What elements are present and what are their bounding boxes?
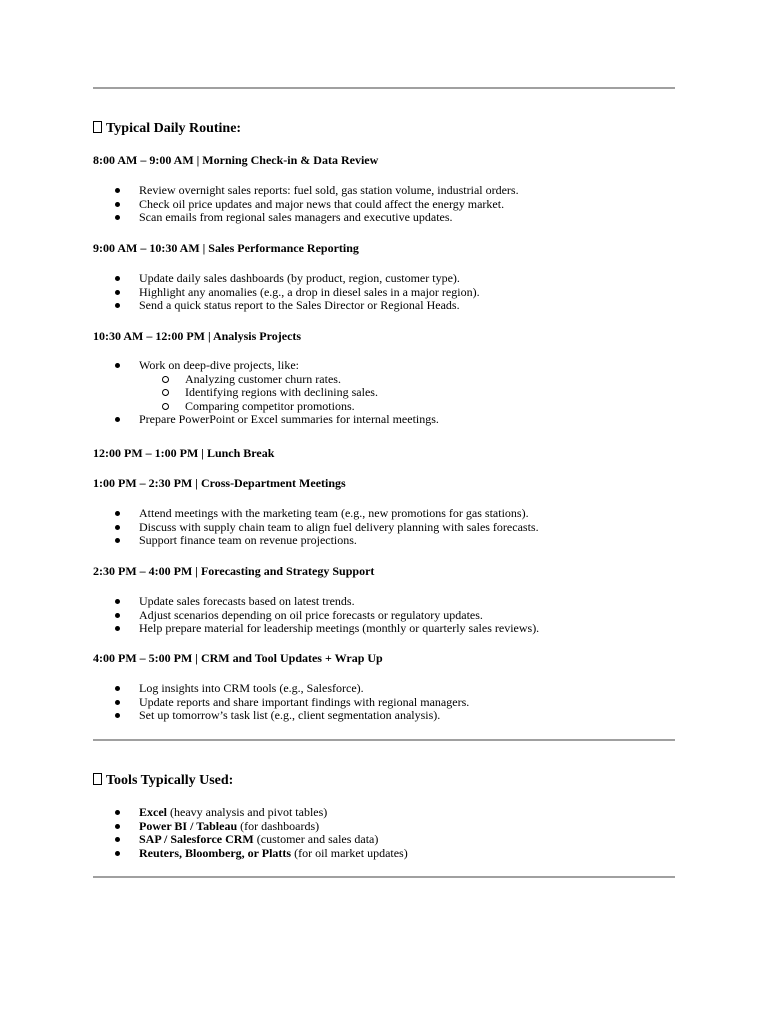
list-item-text: Log insights into CRM tools (e.g., Salesforce). — [139, 681, 364, 695]
horizontal-rule — [93, 876, 675, 878]
bullet-icon — [115, 276, 120, 281]
bullet-icon — [115, 290, 120, 295]
list-item-text: Update reports and share important findings with regional managers. — [139, 694, 470, 709]
section-title: 2:30 PM – 4:00 PM | Forecasting and Strategy Support — [93, 564, 375, 578]
bullet-icon — [115, 686, 120, 691]
list-item — [0, 359, 439, 413]
list-item — [0, 507, 539, 521]
horizontal-rule — [93, 739, 675, 741]
list-item-text: Scan emails from regional sales managers and executive updates. — [139, 210, 453, 225]
list-item — [0, 595, 539, 609]
bullet-icon — [115, 538, 120, 543]
sub-list-item-text: Analyzing customer churn rates. — [185, 371, 341, 386]
tool-note: (for oil market updates) — [291, 845, 408, 860]
circle-bullet-icon — [162, 389, 169, 396]
tool-note: (customer and sales data) — [253, 832, 379, 847]
sub-list-item-text: Identifying regions with declining sales. — [185, 385, 378, 400]
sub-list-item — [139, 400, 439, 414]
list-item-text: Set up tomorrow’s task list (e.g., client segmentation analysis). — [139, 708, 441, 723]
list-item-text: Review overnight sales reports: fuel sold, gas station volume, industrial orders. — [139, 183, 519, 197]
list-item-text: Help prepare material for leadership meetings (monthly or quarterly sales reviews). — [139, 621, 540, 636]
bullet-icon — [115, 417, 120, 422]
tool-name: Excel — [139, 805, 167, 819]
list-item-text: Attend meetings with the marketing team (e.g., new promotions for gas stations). — [139, 506, 529, 520]
list-item-text: Check oil price updates and major news that could affect the energy market. — [139, 196, 505, 211]
bullet-icon — [115, 525, 120, 530]
tool-name: Reuters, Bloomberg, or Platts — [139, 845, 292, 860]
list-item — [0, 534, 539, 548]
bullet-icon — [115, 713, 120, 718]
tool-note: (heavy analysis and pivot tables) — [167, 805, 328, 819]
list-item-text: Update sales forecasts based on latest trends. — [139, 594, 355, 608]
list-item-text: Prepare PowerPoint or Excel summaries for internal meetings. — [139, 412, 439, 427]
bullet-icon — [115, 824, 120, 829]
bullet-list — [0, 359, 439, 427]
section-title: 10:30 AM – 12:00 PM | Analysis Projects — [93, 329, 302, 343]
sub-list-item — [139, 386, 439, 400]
routine-heading-text: Typical Daily Routine: — [106, 121, 242, 136]
bullet-icon — [115, 700, 120, 705]
sub-list-item — [139, 373, 439, 387]
missing-glyph-icon — [93, 773, 102, 785]
bullet-icon — [115, 363, 120, 368]
tool-item — [0, 806, 408, 820]
list-item-text: Update daily sales dashboards (by product, region, customer type). — [139, 271, 460, 285]
tool-note: (for dashboards) — [237, 818, 320, 833]
list-item-text: Work on deep-dive projects, like: — [139, 358, 299, 372]
list-item — [0, 622, 539, 636]
bullet-list — [0, 184, 519, 225]
bullet-icon — [115, 303, 120, 308]
bullet-list — [0, 507, 539, 548]
list-item — [0, 709, 469, 723]
list-item-text: Support finance team on revenue projections. — [139, 533, 357, 548]
bullet-list — [0, 595, 539, 636]
section-title: 4:00 PM – 5:00 PM | CRM and Tool Updates + Wrap Up — [93, 651, 383, 665]
list-item-text: Adjust scenarios depending on oil price forecasts or regulatory updates. — [139, 607, 483, 622]
tools-list — [0, 806, 408, 860]
bullet-icon — [115, 511, 120, 516]
list-item-text: Highlight any anomalies (e.g., a drop in diesel sales in a major region). — [139, 284, 480, 299]
list-item — [0, 609, 539, 623]
bullet-icon — [115, 810, 120, 815]
section-title: 12:00 PM – 1:00 PM | Lunch Break — [93, 446, 275, 460]
section-title: 1:00 PM – 2:30 PM | Cross-Department Meetings — [93, 476, 346, 490]
bullet-icon — [115, 613, 120, 618]
bullet-list — [0, 272, 480, 313]
missing-glyph-icon — [93, 121, 102, 133]
list-item — [0, 521, 539, 535]
sub-list — [139, 373, 439, 414]
bullet-icon — [115, 599, 120, 604]
list-item — [0, 198, 519, 212]
list-item-text: Discuss with supply chain team to align fuel delivery planning with sales forecasts. — [139, 519, 539, 534]
horizontal-rule — [93, 87, 675, 89]
sub-list-item-text: Comparing competitor promotions. — [185, 398, 355, 413]
list-item — [0, 696, 469, 710]
list-item — [0, 211, 519, 225]
list-item — [0, 272, 480, 286]
bullet-list — [0, 682, 469, 723]
tool-name: Power BI / Tableau — [139, 818, 238, 833]
circle-bullet-icon — [162, 403, 169, 410]
bullet-icon — [115, 837, 120, 842]
bullet-icon — [115, 188, 120, 193]
list-item — [0, 286, 480, 300]
list-item — [0, 413, 439, 427]
tools-heading-text: Tools Typically Used: — [106, 773, 234, 788]
tool-item — [0, 833, 408, 847]
list-item-text: Send a quick status report to the Sales Director or Regional Heads. — [139, 298, 460, 313]
tools-heading — [93, 772, 233, 790]
list-item — [0, 299, 480, 313]
bullet-icon — [115, 202, 120, 207]
circle-bullet-icon — [162, 376, 169, 383]
tool-name: SAP / Salesforce CRM — [139, 832, 254, 847]
section-title: 9:00 AM – 10:30 AM | Sales Performance Reporting — [93, 241, 359, 255]
tool-item — [0, 847, 408, 861]
tool-item — [0, 820, 408, 834]
section-title: 8:00 AM – 9:00 AM | Morning Check-in & Data Review — [93, 153, 379, 167]
bullet-icon — [115, 215, 120, 220]
routine-heading — [93, 120, 241, 138]
bullet-icon — [115, 851, 120, 856]
bullet-icon — [115, 626, 120, 631]
list-item — [0, 682, 469, 696]
list-item — [0, 184, 519, 198]
